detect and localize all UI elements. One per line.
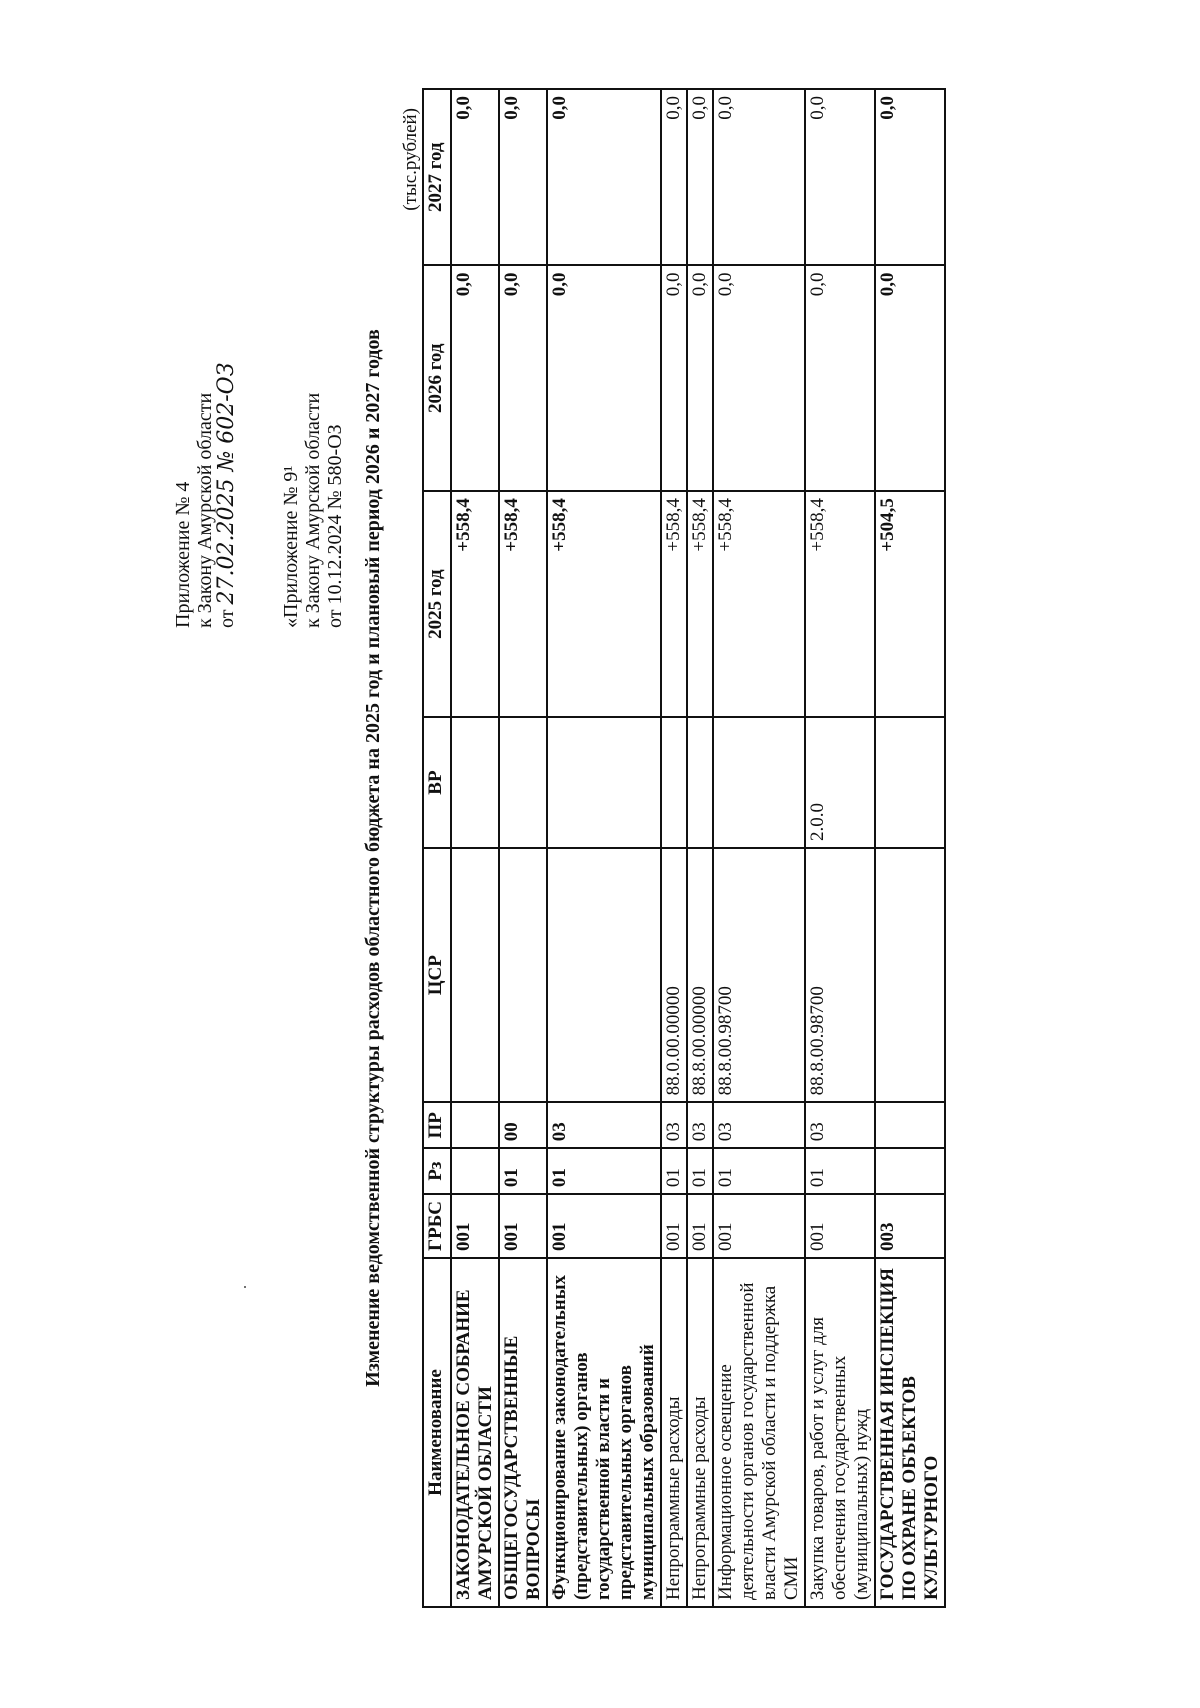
row-2027: 0,0 [687, 89, 713, 265]
appendix-number: Приложение № 4 [172, 481, 194, 628]
row-csr: 88.8.00.98700 [713, 848, 805, 1102]
row-vr [499, 717, 547, 848]
header-2025: 2025 год [423, 491, 451, 717]
row-vr [547, 717, 661, 848]
table-row [875, 89, 945, 1607]
appendix-date-prefix: от [216, 609, 238, 628]
row-rz: 01 [713, 1148, 805, 1194]
row-name: ЗАКОНОДАТЕЛЬНОЕ СОБРАНИЕ АМУРСКОЙ ОБЛАСТИ [451, 1258, 499, 1607]
row-2027: 0,0 [805, 89, 875, 265]
row-pr [875, 1102, 945, 1148]
row-grbs: 001 [547, 1194, 661, 1258]
table-row [451, 89, 499, 1607]
table-row [547, 89, 661, 1607]
row-pr: 03 [547, 1102, 661, 1148]
prior-appendix-law-ref: к Закону Амурской области [302, 392, 324, 628]
row-2025: +558,4 [805, 491, 875, 717]
appendix-law-ref: к Закону Амурской области [194, 392, 216, 628]
row-pr: 03 [661, 1102, 687, 1148]
header-csr: ЦСР [423, 848, 451, 1102]
row-vr: 2.0.0 [805, 717, 875, 848]
row-2027: 0,0 [451, 89, 499, 265]
row-pr: 00 [499, 1102, 547, 1148]
row-rz: 01 [499, 1148, 547, 1194]
row-grbs: 001 [661, 1194, 687, 1258]
row-2026: 0,0 [547, 265, 661, 491]
handwritten-date-number: 27.02.2025 № 602-ОЗ [214, 362, 239, 605]
row-pr [451, 1102, 499, 1148]
row-pr: 03 [687, 1102, 713, 1148]
prior-appendix-number: «Приложение № 9¹ [280, 465, 302, 628]
row-2027: 0,0 [661, 89, 687, 265]
row-rz: 01 [687, 1148, 713, 1194]
row-2026: 0,0 [451, 265, 499, 491]
table-row [499, 89, 547, 1607]
row-name: Функционирование законодательных (представительных) органов государственной власти и представительных органов муниципальных образований [547, 1258, 661, 1607]
row-name: Непрограммные расходы [661, 1258, 687, 1607]
row-2026: 0,0 [713, 265, 805, 491]
row-grbs: 001 [805, 1194, 875, 1258]
row-pr: 03 [713, 1102, 805, 1148]
row-2025: +504,5 [875, 491, 945, 717]
row-2026: 0,0 [499, 265, 547, 491]
row-vr [687, 717, 713, 848]
row-rz: 01 [661, 1148, 687, 1194]
row-csr [451, 848, 499, 1102]
row-pr: 03 [805, 1102, 875, 1148]
row-2026: 0,0 [661, 265, 687, 491]
row-name: Непрограммные расходы [687, 1258, 713, 1607]
row-2025: +558,4 [499, 491, 547, 717]
row-2027: 0,0 [547, 89, 661, 265]
document-title: Изменение ведомственной структуры расходов областного бюджета на 2025 год и плановый период 2026 и 2027 годов [362, 329, 384, 1387]
row-2026: 0,0 [805, 265, 875, 491]
header-grbs: ГРБС [423, 1194, 451, 1258]
table-row [661, 89, 687, 1607]
row-grbs: 001 [451, 1194, 499, 1258]
row-2025: +558,4 [547, 491, 661, 717]
row-grbs: 001 [687, 1194, 713, 1258]
row-csr [499, 848, 547, 1102]
table-row [687, 89, 713, 1607]
row-rz: 01 [805, 1148, 875, 1194]
appendix-block [172, 68, 238, 628]
header-pr: ПР [423, 1102, 451, 1148]
row-csr: 88.0.00.00000 [661, 848, 687, 1102]
row-2025: +558,4 [687, 491, 713, 717]
header-rz: Рз [423, 1148, 451, 1194]
row-2027: 0,0 [499, 89, 547, 265]
row-vr [661, 717, 687, 848]
row-grbs: 001 [499, 1194, 547, 1258]
row-2026: 0,0 [687, 265, 713, 491]
appendix-date-line [216, 68, 238, 628]
row-rz [875, 1148, 945, 1194]
scan-speck [244, 1286, 246, 1288]
header-name: Наименование [423, 1258, 451, 1607]
row-vr [875, 717, 945, 848]
prior-appendix-block [280, 68, 346, 628]
row-vr [451, 717, 499, 848]
table-row [805, 89, 875, 1607]
row-rz [451, 1148, 499, 1194]
row-grbs: 001 [713, 1194, 805, 1258]
row-2027: 0,0 [713, 89, 805, 265]
row-name: ГОСУДАРСТВЕННАЯ ИНСПЕКЦИЯ ПО ОХРАНЕ ОБЪЕКТОВ КУЛЬТУРНОГО [875, 1258, 945, 1607]
row-rz: 01 [547, 1148, 661, 1194]
row-csr: 88.8.00.98700 [805, 848, 875, 1102]
row-2026: 0,0 [875, 265, 945, 491]
row-2025: +558,4 [661, 491, 687, 717]
row-2027: 0,0 [875, 89, 945, 265]
row-csr [875, 848, 945, 1102]
row-2025: +558,4 [713, 491, 805, 717]
row-grbs: 003 [875, 1194, 945, 1258]
row-name: ОБЩЕГОСУДАРСТВЕННЫЕ ВОПРОСЫ [499, 1258, 547, 1607]
table-row [713, 89, 805, 1607]
budget-table [422, 88, 946, 1608]
row-csr: 88.8.00.00000 [687, 848, 713, 1102]
table-header-row [423, 89, 451, 1607]
row-2025: +558,4 [451, 491, 499, 717]
header-2027: 2027 год [423, 89, 451, 265]
header-vr: ВР [423, 717, 451, 848]
row-vr [713, 717, 805, 848]
units-label: (тыс.рублей) [400, 108, 421, 211]
prior-appendix-date: от 10.12.2024 № 580-ОЗ [324, 424, 346, 628]
header-2026: 2026 год [423, 265, 451, 491]
row-csr [547, 848, 661, 1102]
row-name: Закупка товаров, работ и услуг для обеспечения государственных (муниципальных) нужд [805, 1258, 875, 1607]
row-name: Информационное освещение деятельности органов государственной власти Амурской области и поддержка СМИ [713, 1258, 805, 1607]
